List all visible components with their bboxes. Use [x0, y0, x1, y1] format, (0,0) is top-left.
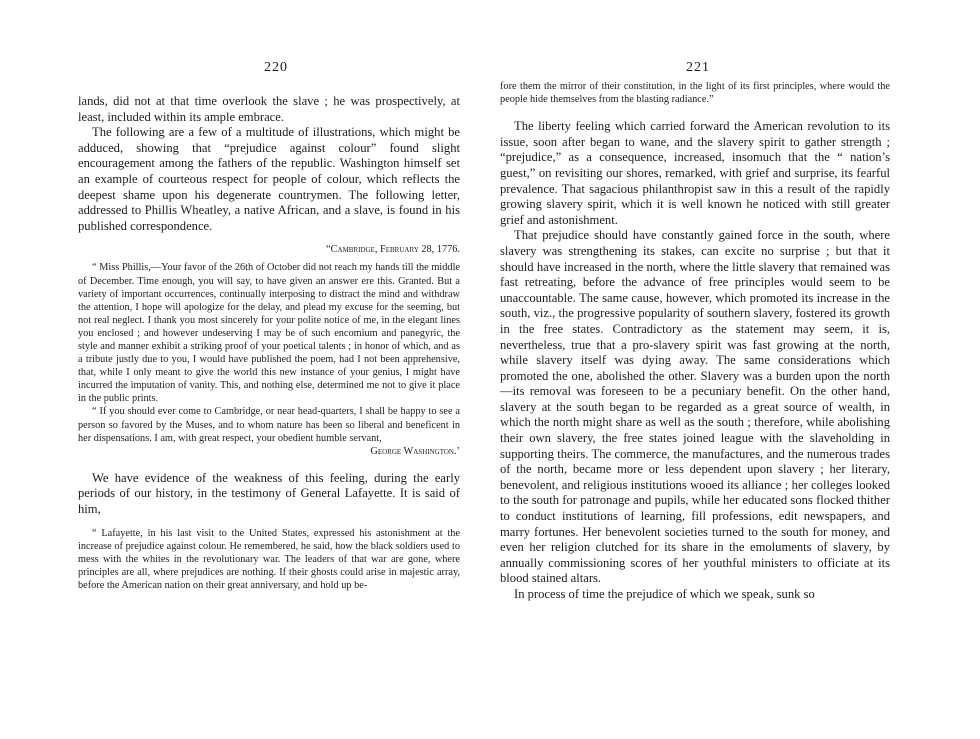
left-text-column	[78, 94, 460, 592]
right-text-column	[500, 80, 890, 603]
page-number: 220	[264, 60, 288, 75]
right-page	[490, 0, 980, 739]
block-quote: “ Lafayette, in his last visit to the United States, expressed his astonishment at the increase of prejudice against colour. He remembered, he said, how the black soldiers used to mess with the whites in the revolutionary war. The leaders of that war are gone, where principles are all, where prejudices are nothing. If their ghosts could arise in majestic array, before the American nation on their great anniversary, and hold up be-	[78, 527, 460, 591]
block-quote-continued: fore them the mirror of their constitution, in the light of its first principles, where would the people hide themselves from the blasting radiance.”	[500, 81, 890, 106]
paragraph: The following are a few of a multitude of illustrations, which might be adduced, showing that “prejudice against colour” found slight encouragement among the fathers of the republic. Washington himself set an example of courteous respect for people of colour, which reflects the deepest shame upon his degenerate countrymen. The following letter, addressed to Phillis Wheatley, a native African, and a slave, is found in his published correspondence.	[78, 125, 460, 233]
paragraph: lands, did not at that time overlook the slave ; he was prospectively, at least, included within its ample embrace.	[78, 94, 460, 124]
letter-dateline: “Cambridge, February 28, 1776.	[326, 244, 460, 256]
letter-signature: George Washington.’	[370, 445, 460, 457]
letter-paragraph: “ Miss Phillis,—Your favor of the 26th of October did not reach my hands till the middle of December. Time enough, you will say, to have given an answer ere this. Granted. But a variety of important occurrences, continually interposing to distract the mind and withdraw the attention, I hope will apologize for the delay, and plead my excuse for the seeming, but not real neglect. I thank you most sincerely for your polite notice of me, in the elegant lines you enclosed ; and however undeserving I may be of such encomium and panegyric, the style and manner exhibit a striking proof of your poetical talents ; in honor of which, and as a tribute justly due to you, I would have published the poem, had I not been apprehensive, that, while I only meant to give the world this new instance of your genius, I might have incurred the imputation of vanity. This, and nothing else, determined me not to give it place in the public prints.	[78, 262, 460, 405]
page-number: 221	[686, 60, 710, 75]
letter-paragraph: “ If you should ever come to Cambridge, or near head-quarters, I shall be happy to see a person so favored by the Muses, and to whom nature has been so liberal and beneficent in her dispensations. I am, with great respect, your obedient humble servant,	[78, 406, 460, 444]
paragraph: We have evidence of the weakness of this feeling, during the early periods of our history, in the testimony of General Lafayette. It is said of him,	[78, 470, 460, 517]
paragraph: In process of time the prejudice of which we speak, sunk so	[514, 587, 815, 601]
paragraph: The liberty feeling which carried forward the American revolution to its issue, soon after began to wane, and the slavery spirit to gather strength ; “prejudice,” as a consequence, increased, insomuch that the “ nation’s guest,” on revisiting our shores, remarked, with grief and surprise, its fearful prevalence. That sagacious philanthropist saw in this a result of the rapidly growing slavery spirit, which it is well known he noticed with still greater grief and astonishment.	[500, 119, 890, 227]
paragraph: That prejudice should have constantly gained force in the south, where slavery was strengthening its stakes, can excite no surprise ; but that it should have increased in the north, where the little slavery that remained was fast retreating, before the advance of free principles would seem to be unaccountable. The same cause, however, which promoted its increase in the south, viz., the progressive popularity of southern slavery, fostered its growth in the free states. Contradictory as the statement may seem, it is, nevertheless, true that a pro-slavery spirit was fast growing at the north, while slavery itself was dying away. The same considerations which promoted the one, abolished the other. Slavery was a burden upon the north—its removal was foreseen to be a pecuniary benefit. On the other hand, slavery at the south began to be regarded as a great source of wealth, in which the north might share as well as the south ; therefore, while abolishing their own slavery, the free states joined league with the slaveholding in supporting theirs. The commerce, the manufactures, and the numerous trades of the north, became more or less dependent upon slavery ; her literary, benevolent, and religious institutions wooed its alliance ; her colleges looked to the south for patronage and pupils, while her educated sons flocked thither to conduct institutions of learning, fill professions, edit newspapers, and marry fortunes. Her benevolent societies turned to the south for money, and even her religion clutched for its share in the emoluments of slavery, by annually commissioning scores of her youthful ministers to officiate at its blood stained altars.	[500, 228, 890, 586]
